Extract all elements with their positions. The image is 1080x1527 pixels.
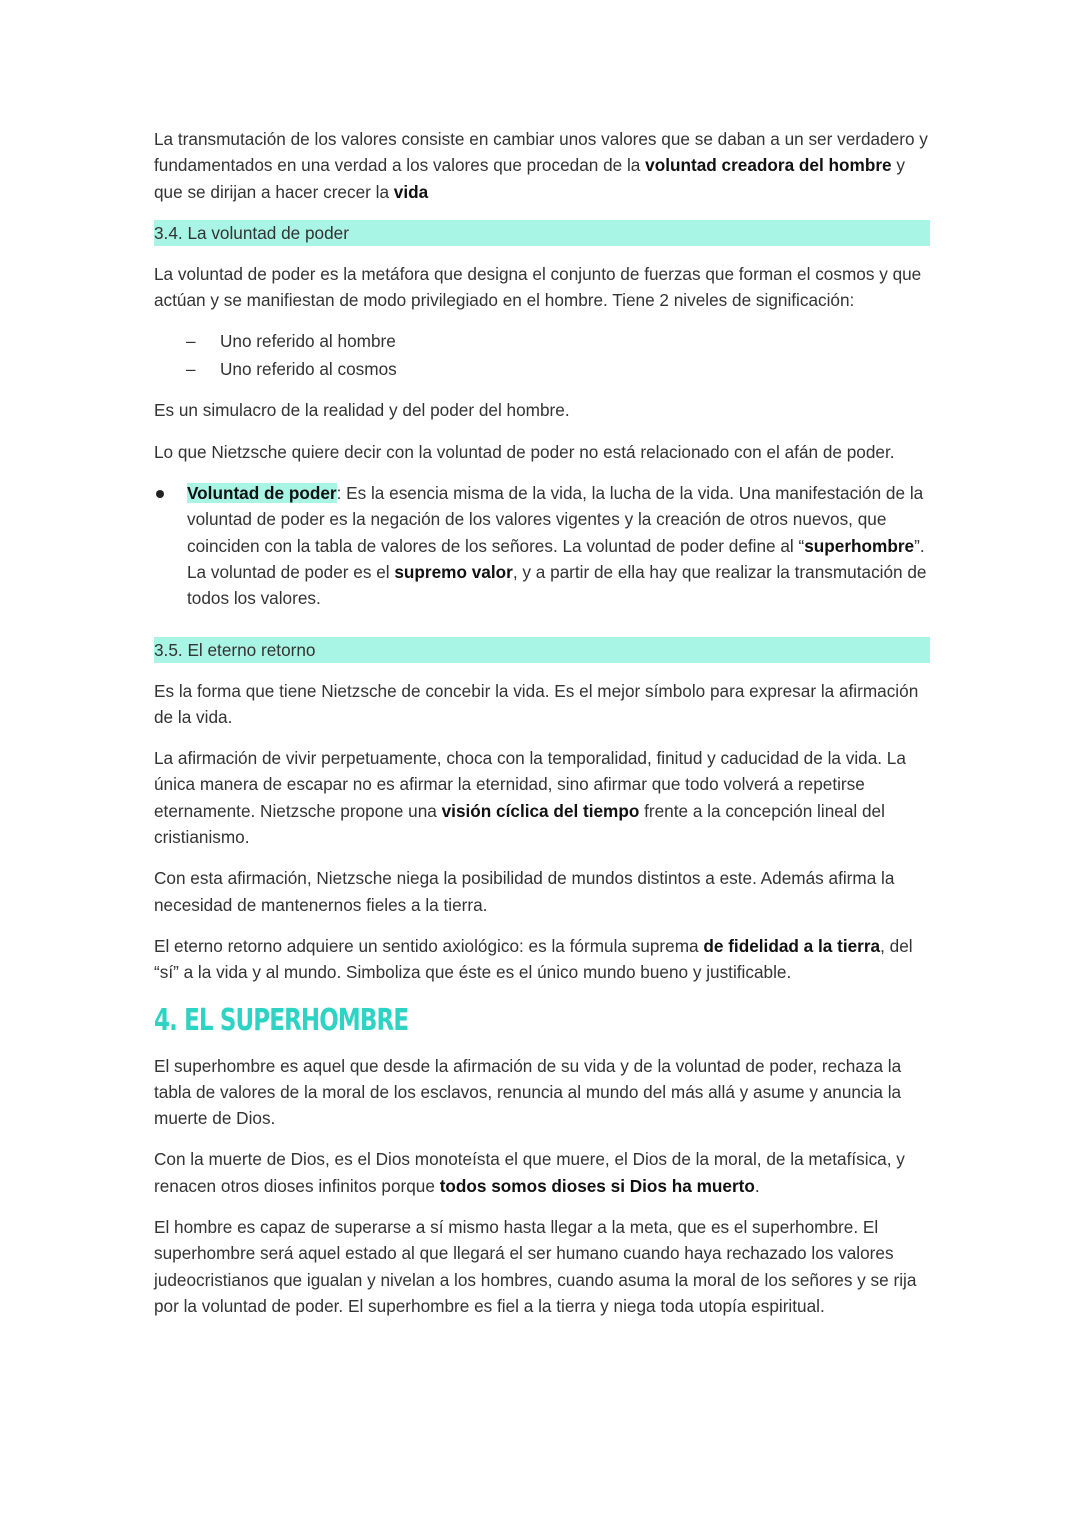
paragraph-muerte-de-dios: Con la muerte de Dios, es el Dios monoteísta el que muere, el Dios de la moral, de la metafísica, y renacen otros dioses infinitos porque todos somos dioses si Dios ha muerto.	[154, 1149, 905, 1196]
bullet-dot-icon	[156, 490, 164, 498]
paragraph-afan-de-poder: Lo que Nietzsche quiere decir con la voluntad de poder no está relacionado con el afán de poder.	[154, 441, 895, 462]
paragraph-forma-concebir: Es la forma que tiene Nietzsche de concebir la vida. Es el mejor símbolo para expresar la afirmación de la vida.	[154, 680, 919, 727]
dash-list	[154, 328, 930, 383]
section-heading-3-5: 3.5. El eterno retorno	[154, 637, 930, 663]
list-item: – Uno referido al hombre	[154, 328, 930, 356]
bold-superhombre: superhombre	[804, 535, 915, 556]
bold-todos-somos-dioses: todos somos dioses si Dios ha muerto	[439, 1175, 755, 1196]
list-item: – Uno referido al cosmos	[154, 356, 930, 384]
bold-fidelidad-tierra: de fidelidad a la tierra	[703, 935, 881, 956]
heading-superhombre: 4. EL SUPERHOMBRE	[154, 1002, 409, 1038]
dash-marker: –	[186, 331, 196, 352]
highlighted-term: Voluntad de poder	[187, 483, 337, 504]
paragraph-voluntad-metafora: La voluntad de poder es la metáfora que designa el conjunto de fuerzas que forman el cosmos y que actúan y se manifiestan de modo privilegiado en el hombre. Tiene 2 niveles de significación:	[154, 263, 922, 311]
paragraph-superarse: El hombre es capaz de superarse a sí mismo hasta llegar a la meta, que es el superhombre. El superhombre será aquel estado al que llegará el ser humano cuando haya rechazado los valores judeocristianos que igualan y nivelan a los hombres, cuando asuma la moral de los señores y se rija por la voluntad de poder. El superhombre es fiel a la tierra y niega toda utopía espiritual.	[154, 1217, 917, 1316]
bold-supremo-valor: supremo valor	[394, 561, 513, 582]
bold-voluntad-creadora: voluntad creadora del hombre	[645, 155, 892, 176]
paragraph-sentido-axiologico: El eterno retorno adquiere un sentido axiológico: es la fórmula suprema de fidelidad a la tierra, del “sí” a la vida y al mundo. Simboliza que éste es el único mundo bueno y justificable.	[154, 935, 913, 983]
bold-vision-ciclica: visión cíclica del tiempo	[441, 800, 640, 821]
paragraph-transmutacion: La transmutación de los valores consiste en cambiar unos valores que se daban a un ser verdadero y fundamentados en una verdad a los valores que procedan de la voluntad creadora del hombre y que se dirijan a hacer crecer la vida	[154, 129, 928, 202]
paragraph-superhombre-definicion: El superhombre es aquel que desde la afirmación de su vida y de la voluntad de poder, rechaza la tabla de valores de la moral de los esclavos, renuncia al mundo del más allá y asume y anuncia la muerte de Dios.	[154, 1055, 902, 1129]
dash-marker: –	[186, 358, 196, 379]
paragraph-afirmacion-vivir: La afirmación de vivir perpetuamente, choca con la temporalidad, finitud y caducidad de la vida. La única manera de escapar no es afirmar la eternidad, sino afirmar que todo volverá a repetirse eternamente. Nietzsche propone una visión cíclica del tiempo frente a la concepción lineal del cristianismo.	[154, 748, 906, 848]
paragraph-simulacro: Es un simulacro de la realidad y del poder del hombre.	[154, 400, 570, 421]
bold-vida: vida	[393, 181, 429, 202]
paragraph-mundos-distintos: Con esta afirmación, Nietzsche niega la posibilidad de mundos distintos a este. Además afirma la necesidad de mantenernos fieles a la tierra.	[154, 868, 895, 915]
bullet-voluntad-de-poder: Voluntad de poder: Es la esencia misma de la vida, la lucha de la vida. Una manifestación de la voluntad de poder es la negación de los valores vigentes y la creación de otros nuevos, que coinciden con la tabla de valores de los señores. La voluntad de poder define al “superhombre”. La voluntad de poder es el supremo valor, y a partir de ella hay que realizar la transmutación de todos los valores.	[154, 480, 930, 611]
section-heading-3-4: 3.4. La voluntad de poder	[154, 220, 930, 246]
document-body	[154, 126, 930, 1334]
